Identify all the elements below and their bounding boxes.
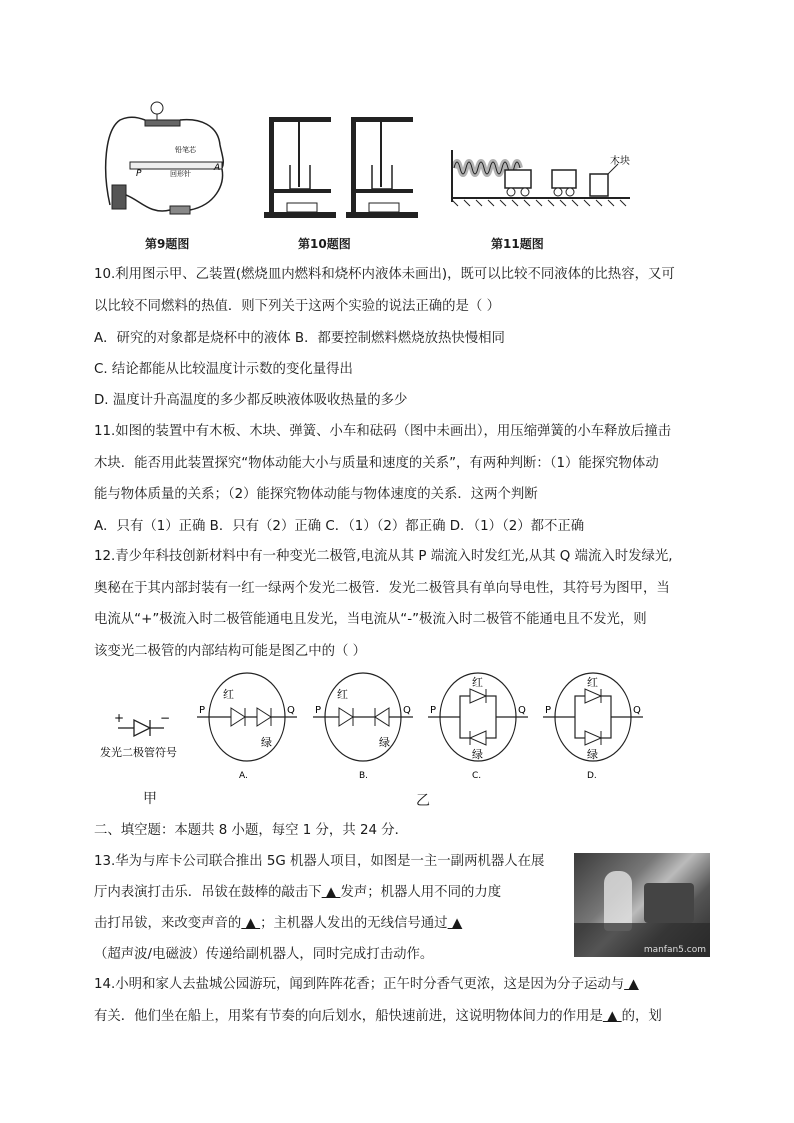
q12-line-4: 该变光二极管的内部结构可能是图乙中的（ ） [94, 644, 367, 659]
figure-9-caption: 第9题图 [145, 237, 190, 251]
q12c-label: C. [472, 771, 482, 781]
q13-blank-3[interactable]: ▲ [447, 916, 463, 931]
figure-9-circuit [100, 100, 240, 220]
q12a-green: 绿 [261, 736, 272, 749]
q12-option-a-diagram [197, 668, 302, 783]
section-2-heading: 二、填空题：本题共 8 小题，每空 1 分，共 24 分． [94, 823, 409, 838]
q10-option-d: D. 温度计升高温度的多少都反映液体吸收热量的多少 [94, 393, 408, 408]
q10-option-c: C. 结论都能从比较温度计示数的变化量得出 [94, 362, 353, 377]
figure-10-caption: 第10题图 [298, 237, 351, 251]
q13-text-3a: 击打吊钹，来改变声音的 [94, 916, 242, 931]
q13-text-4a: （超声波/电磁波）传递给副机器人，同时完成打击动作。 [94, 947, 434, 962]
q13-blank-1[interactable]: ▲ [321, 885, 341, 900]
q12b-p: P [315, 705, 322, 716]
q12d-q: Q [633, 705, 641, 716]
led-symbol-label: 发光二极管符号 [100, 746, 177, 759]
q12b-q: Q [403, 705, 411, 716]
q14-text-1a: 14.小明和家人去盐城公园游玩，闻到阵阵花香；正午时分香气更浓，这是因为分子运动与 [94, 977, 625, 992]
fig11-label-block: 木块 [610, 156, 630, 167]
figure-11-apparatus [450, 150, 640, 210]
q13-text-2a: 厅内表演打击乐．吊钹在鼓棒的敲击下 [94, 885, 322, 900]
q12d-red: 红 [587, 676, 598, 689]
q13-line-4 [94, 946, 433, 964]
q13-text-3b: ；主机器人发出的无线信号通过 [260, 916, 448, 931]
q12-line-2: 奥秘在于其内部封装有一红一绿两个发光二极管．发光二极管具有单向导电性，其符号为图甲，当 [94, 581, 670, 596]
led-minus-label: − [160, 711, 171, 725]
q14-blank-1[interactable]: ▲ [624, 977, 639, 992]
fig9-label-clip: 回形针 [170, 170, 191, 178]
q13-blank-2[interactable]: ▲ [241, 916, 261, 931]
q14-line-2 [94, 1008, 662, 1026]
q12b-label: B. [359, 771, 369, 781]
photo-watermark: manfan5.com [643, 945, 706, 955]
q12a-q: Q [287, 705, 295, 716]
q12-option-b-diagram [313, 668, 418, 783]
figure-yi-label: 乙 [416, 793, 430, 809]
q13-line-1: 13.华为与库卡公司联合推出 5G 机器人项目，如图是一主一副两机器人在展 [94, 854, 545, 869]
q12-option-d-diagram [543, 668, 648, 783]
q11-line-2: 木块．能否用此装置探究“物体动能大小与质量和速度的关系”，有两种判断：（1）能探究物体动 [94, 456, 659, 471]
q12a-red: 红 [223, 688, 234, 701]
fig9-label-p: P [136, 169, 142, 179]
figure-11-caption: 第11题图 [491, 237, 544, 251]
led-symbol-figure [100, 700, 200, 770]
q12a-label: A. [239, 771, 248, 781]
q12c-red: 红 [472, 676, 483, 689]
q10-option-ab: A．研究的对象都是烧杯中的液体 B．都要控制燃料燃烧放热快慢相同 [94, 331, 505, 346]
q12d-p: P [545, 705, 552, 716]
q12b-red: 红 [337, 688, 348, 701]
q14-line-1 [94, 976, 639, 994]
q11-options: A．只有（1）正确 B．只有（2）正确 C．（1）（2）都正确 D．（1）（2）都不正确 [94, 519, 585, 534]
q12-line-3: 电流从“+”极流入时二极管能通电且发光，当电流从“-”极流入时二极管不能通电且不发光，则 [94, 612, 647, 627]
q11-line-3: 能与物体质量的关系；（2）能探究物体动能与物体速度的关系．这两个判断 [94, 487, 538, 502]
q12a-p: P [199, 705, 206, 716]
q14-text-2a: 有关．他们坐在船上，用桨有节奏的向后划水，船快速前进，这说明物体间力的作用是 [94, 1009, 603, 1024]
q14-text-2b: 的，划 [621, 1009, 662, 1024]
q12c-q: Q [518, 705, 526, 716]
q12c-green: 绿 [472, 748, 483, 761]
q13-text-2b: 发声；机器人用不同的力度 [340, 885, 502, 900]
q10-line-1: 10.利用图示甲、乙装置(燃烧皿内燃料和烧杯内液体未画出)，既可以比较不同液体的比热容，又可 [94, 267, 675, 282]
fig9-label-pencil: 铅笔芯 [175, 146, 196, 154]
q12-line-1: 12.青少年科技创新材料中有一种变光二极管,电流从其 P 端流入时发红光,从其 Q 端流入时发绿光, [94, 549, 673, 564]
q10-line-2: 以比较不同燃料的热值．则下列关于这两个实验的说法正确的是（ ） [94, 299, 500, 314]
fig9-label-a: A [214, 163, 221, 173]
q13-line-2 [94, 884, 501, 902]
q11-line-1: 11.如图的装置中有木板、木块、弹簧、小车和砝码（图中未画出），用压缩弹簧的小车释放后撞击 [94, 424, 671, 439]
q12d-label: D. [587, 771, 597, 781]
q14-blank-2[interactable]: ▲ [602, 1009, 622, 1024]
q12-option-c-diagram [428, 668, 533, 783]
figure-jia-label: 甲 [143, 791, 157, 807]
q13-line-3 [94, 915, 462, 933]
q12b-green: 绿 [379, 736, 390, 749]
figure-10-apparatus [262, 115, 427, 220]
led-plus-label: + [114, 711, 125, 725]
q12c-p: P [430, 705, 437, 716]
q13-robot-photo [574, 853, 710, 957]
q12d-green: 绿 [587, 748, 598, 761]
